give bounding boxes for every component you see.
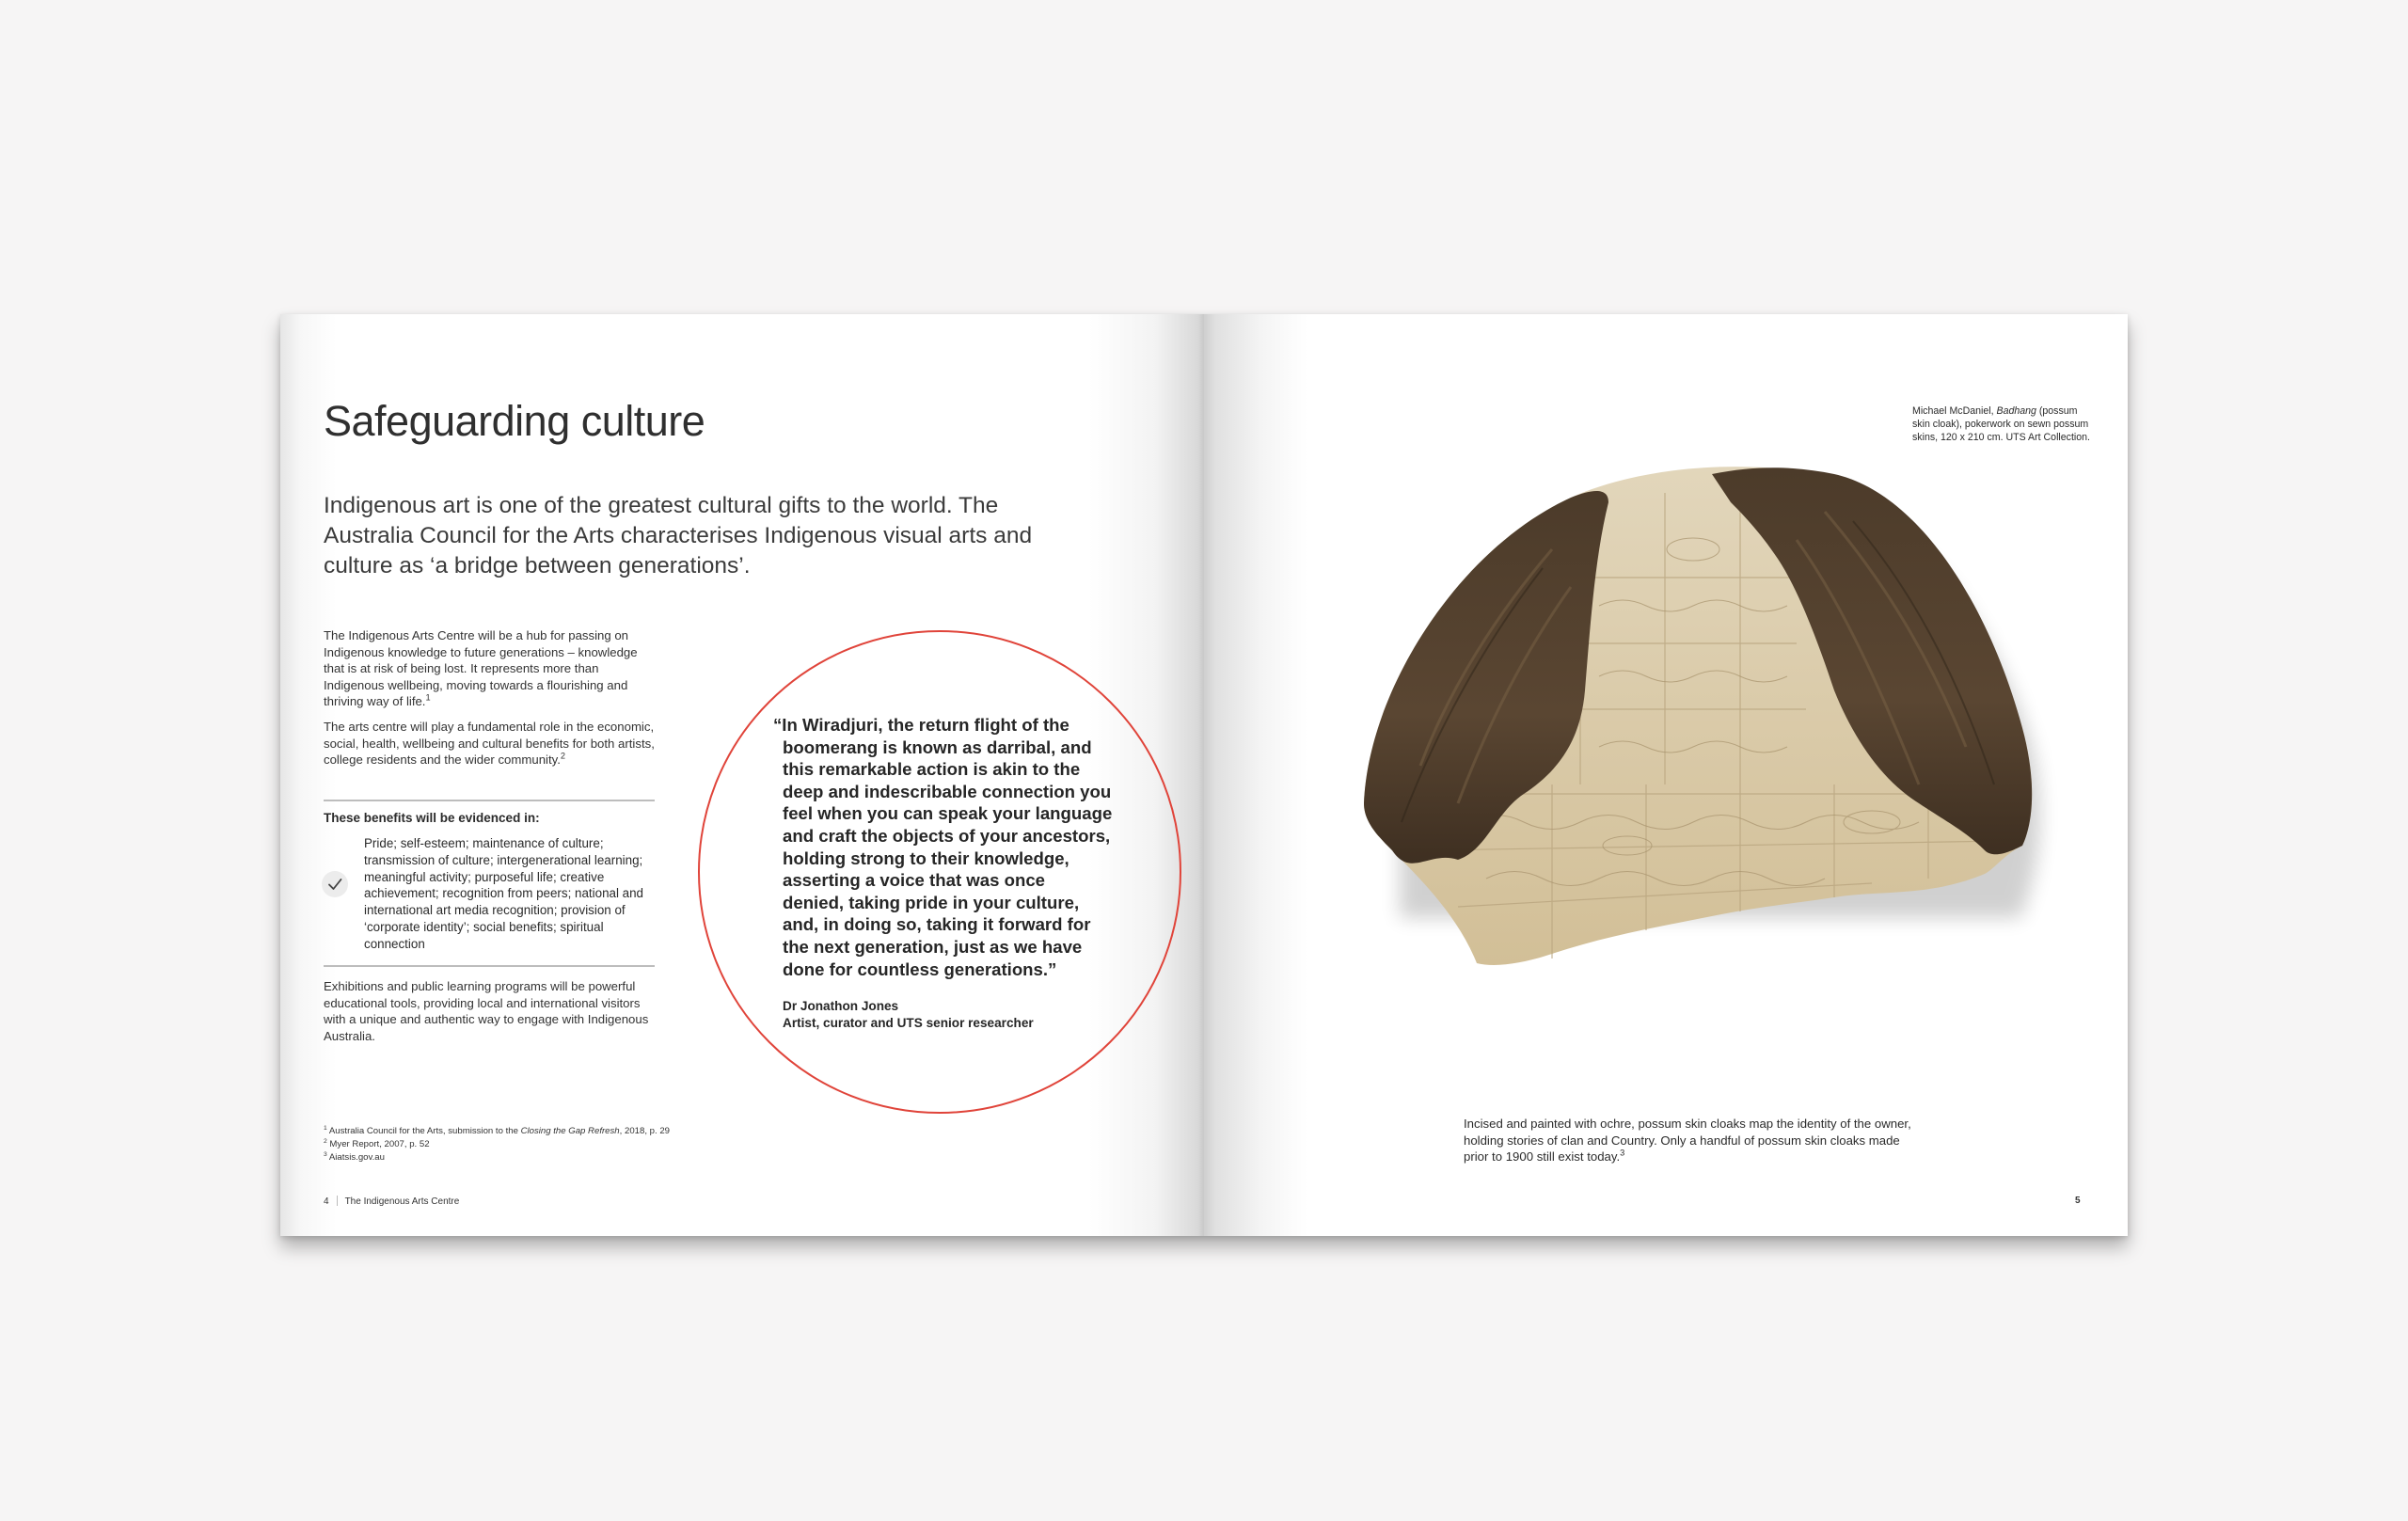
body-paragraph-1 — [324, 627, 655, 710]
quote-attribution — [783, 998, 1034, 1032]
quote-line: asserting a voice that was once — [783, 870, 1046, 891]
right-page — [1204, 314, 2128, 1236]
page-number-left: 4 — [324, 1196, 329, 1207]
benefits-heading: These benefits will be evidenced in: — [324, 811, 540, 825]
footnote-text: Australia Council for the Arts, submission to the — [328, 1126, 521, 1136]
footnote-ref-2: 2 — [560, 751, 566, 761]
footnote-ref-1: 1 — [425, 692, 431, 703]
quote-line: boomerang is known as darribal, and — [783, 737, 1092, 757]
footnote-ref-3: 3 — [1620, 1148, 1625, 1158]
benefits-list: Pride; self-esteem; maintenance of culture; transmission of culture; intergenerational learning; meaningful activity; purposeful life; creative achievement; recognition from peers; national and international art media recognition; provision of ‘corporate identity’; social benefits; spiritual connection — [364, 836, 644, 951]
quote-line: “In Wiradjuri, the return flight of the — [773, 715, 1069, 735]
quote-line: and craft the objects of your ancestors, — [783, 825, 1111, 846]
footnote-text: Aiatsis.gov.au — [328, 1152, 385, 1163]
body-paragraph-1-text: The Indigenous Arts Centre will be a hub for passing on Indigenous knowledge to future generations – knowledge that is at risk of being lost. It represents more than Indigenous wellbeing, moving towards a flourishing and thriving way of life. — [324, 628, 638, 709]
lead-paragraph: Indigenous art is one of the greatest cultural gifts to the world. The Australia Council for the Arts characterises Indigenous visual arts and culture as ‘a bridge between generations’. — [324, 493, 1033, 578]
credit-details: (possum skin cloak), pokerwork on sewn possum skins, 120 x 210 cm. UTS Art Collection. — [1912, 405, 2090, 443]
quote-line: and, in doing so, taking it forward for — [783, 914, 1091, 935]
divider-top — [324, 800, 655, 801]
quote-line: deep and indescribable connection you — [783, 781, 1112, 801]
quote-line: denied, taking pride in your culture, — [783, 892, 1080, 912]
quote-author: Dr Jonathon Jones — [783, 999, 899, 1013]
caption-text: Incised and painted with ochre, possum skin cloaks map the identity of the owner, holding stories of clan and Country. Only a handful of possum skin cloaks made prior to 1900 still exist today. — [1464, 1117, 1911, 1165]
checkmark-icon — [322, 871, 348, 897]
footnote-3 — [324, 1151, 670, 1165]
footnote-1 — [324, 1125, 670, 1138]
page-title: Safeguarding culture — [324, 397, 705, 445]
footnote-text-end: , 2018, p. 29 — [619, 1126, 670, 1136]
body-paragraph-3: Exhibitions and public learning programs will be powerful educational tools, providing local and international visitors with a unique and authentic way to engage with Indigenous Australia. — [324, 979, 649, 1043]
body-paragraph-2 — [324, 719, 655, 768]
publication-title: The Indigenous Arts Centre — [344, 1196, 460, 1207]
footnote-number: 3 — [324, 1150, 327, 1158]
quote-author-role: Artist, curator and UTS senior researcher — [783, 1016, 1034, 1030]
pull-quote — [773, 714, 1149, 980]
footnote-2 — [324, 1138, 670, 1151]
page-number-right: 5 — [2075, 1196, 2081, 1206]
artwork-caption — [1464, 1116, 1925, 1165]
quote-line: holding strong to their knowledge, — [783, 848, 1069, 868]
credit-artist: Michael McDaniel, — [1912, 405, 1997, 417]
footnote-italic: Closing the Gap Refresh — [520, 1126, 620, 1136]
brochure-spread — [280, 314, 2128, 1236]
quote-line: feel when you can speak your language — [783, 803, 1113, 824]
folio-separator — [337, 1196, 338, 1206]
quote-line: the next generation, just as we have — [783, 936, 1083, 957]
divider-bottom — [324, 965, 655, 967]
footnote-text: Myer Report, 2007, p. 52 — [329, 1139, 430, 1149]
possum-skin-cloak-image — [1270, 408, 2116, 973]
footnotes — [324, 1125, 670, 1165]
body-paragraph-2-text: The arts centre will play a fundamental role in the economic, social, health, wellbeing and cultural benefits for both artists, college residents and the wider community. — [324, 720, 655, 768]
quote-line: this remarkable action is akin to the — [783, 759, 1081, 780]
credit-title: Badhang — [1996, 405, 2036, 417]
artwork-credit — [1912, 404, 2091, 444]
quote-line: done for countless generations.” — [783, 959, 1057, 979]
footnote-number: 1 — [324, 1124, 327, 1132]
footnote-number: 2 — [324, 1137, 327, 1145]
folio-left — [324, 1196, 459, 1207]
